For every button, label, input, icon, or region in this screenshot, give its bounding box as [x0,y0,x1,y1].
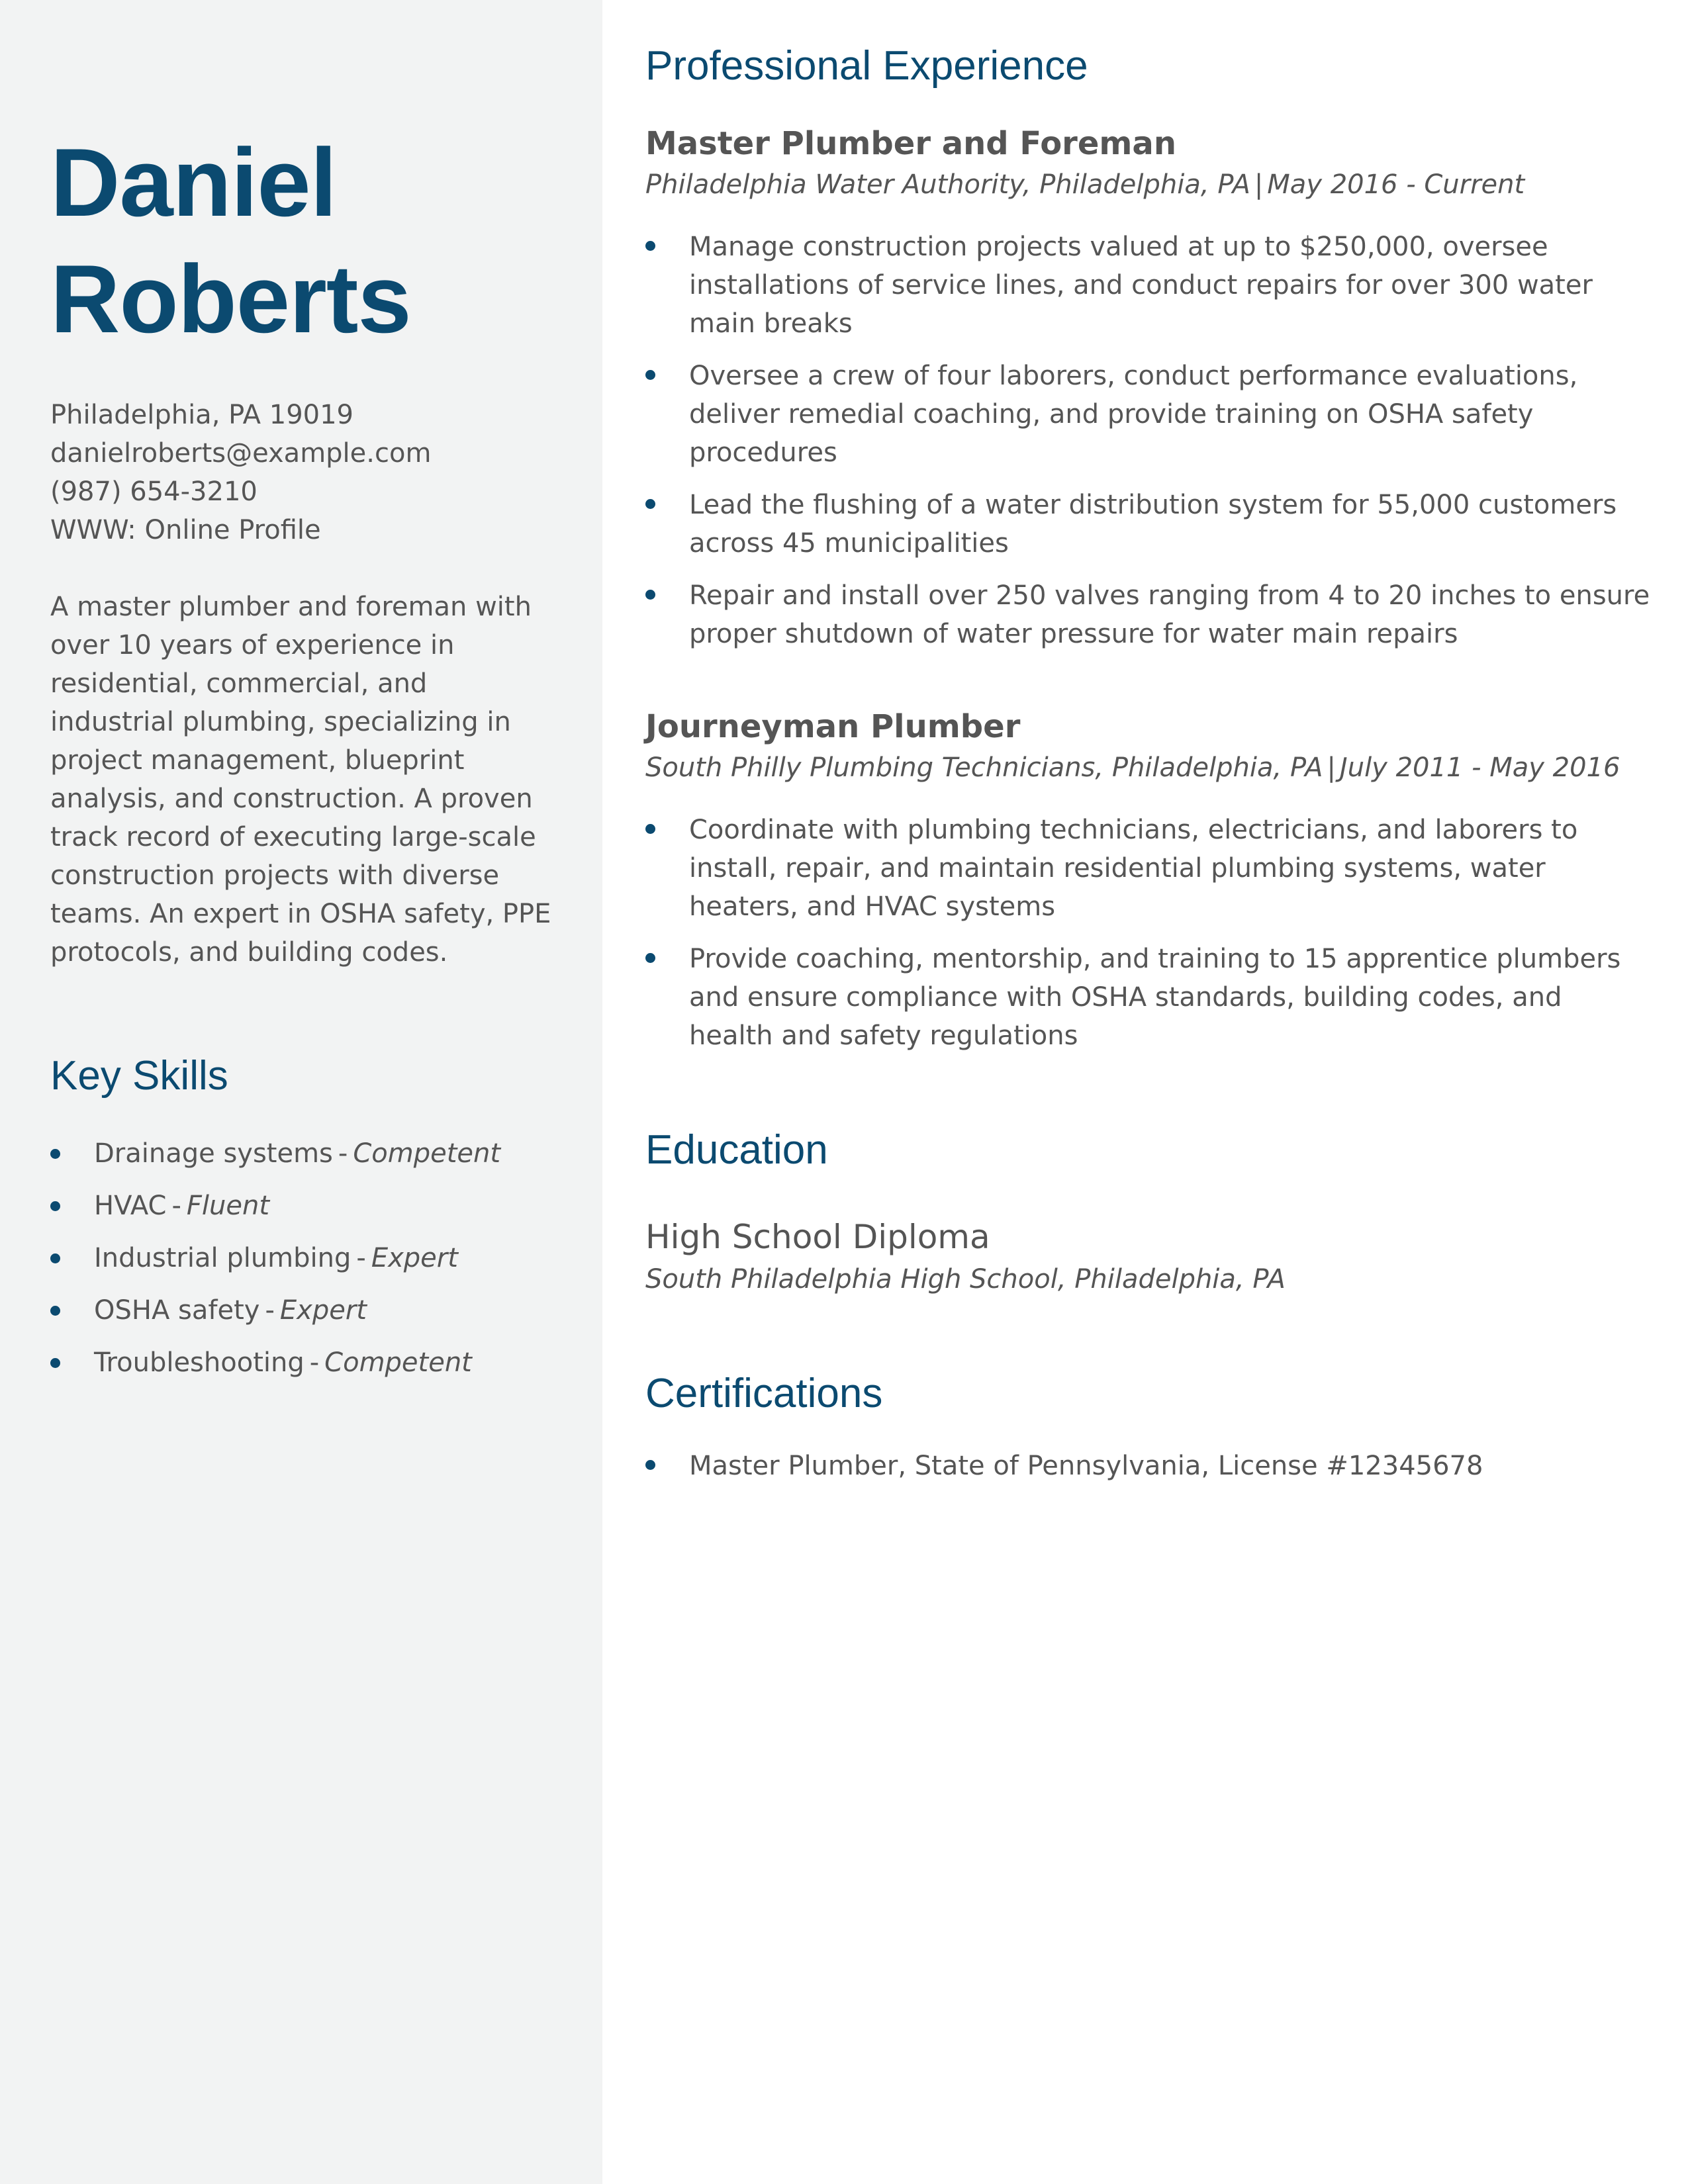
job-dates: May 2016 - Current [1267,169,1525,200]
job-bullet [645,357,1652,472]
contact-website[interactable]: WWW: Online Profile [50,515,321,545]
job-bullet [645,811,1652,926]
education-section [645,1121,1652,1298]
job-bullet [645,228,1652,343]
job-bullet [645,486,1652,563]
bullet-text: Manage construction projects valued at up to $250,000, oversee installations of service lines, and conduct repairs for over 300 water main breaks [689,232,1593,339]
professional-summary: A master plumber and foreman with over 10 years of experience in residential, commercial, and industrial plumbing, specializing in project management, blueprint analysis, and construction. A proven track record of executing large-scale construction projects with diverse teams. An expert in OSHA safety, PPE protocols, and building codes. [50,592,551,968]
skill-item [50,1187,553,1225]
school: South Philadelphia High School, Philadelphia, PA [645,1264,1286,1295]
bullet-text: Coordinate with plumbing technicians, electricians, and laborers to install, repair, and maintain residential plumbing systems, water heaters, and HVAC systems [689,815,1578,922]
certifications-heading: Certifications [645,1371,883,1416]
key-skills-heading: Key Skills [50,1053,228,1099]
job-title: Master Plumber and Foreman [645,125,1176,162]
job-dates: July 2011 - May 2016 [1339,752,1620,783]
job-meta [645,165,1652,204]
skill-name: Industrial plumbing [94,1243,352,1273]
bullet-icon [645,590,655,600]
job-bullet [645,940,1652,1055]
bullet-text: Oversee a crew of four laborers, conduct performance evaluations, deliver remedial coaching, and provide training on OSHA safety procedures [689,361,1578,468]
bullet-icon [50,1149,60,1159]
bullet-icon [50,1358,60,1368]
skill-separator: - [265,1295,275,1326]
skill-item [50,1239,553,1277]
candidate-name [50,124,553,357]
job-company: Philadelphia Water Authority, Philadelphia, PA [645,169,1250,200]
skill-name: OSHA safety [94,1295,260,1326]
education-heading: Education [645,1127,828,1173]
job-entry [645,705,1652,1055]
bullet-icon [50,1253,60,1263]
certifications-list [645,1447,1652,1485]
last-name: Roberts [50,245,411,353]
bullet-icon [645,1460,655,1470]
skill-item [50,1343,553,1382]
contact-phone[interactable]: (987) 654-3210 [50,477,258,507]
experience-section [645,37,1652,1055]
contact-info [50,396,553,549]
bullet-icon [645,824,655,834]
certifications-section [645,1365,1652,1485]
sidebar [0,0,602,2184]
bullet-icon [645,241,655,251]
certification-item [645,1447,1652,1485]
skill-level: Expert [371,1243,458,1273]
skill-name: HVAC [94,1191,167,1221]
skill-item [50,1291,553,1330]
bullet-icon [645,499,655,509]
skill-level: Competent [324,1347,472,1378]
job-bullet [645,576,1652,653]
bullet-text: Lead the flushing of a water distribution system for 55,000 customers across 45 municipalities [689,490,1617,559]
first-name: Daniel [50,128,337,236]
sidebar-content [50,124,553,1396]
degree: High School Diploma [645,1218,990,1256]
job-title: Journeyman Plumber [645,708,1021,745]
skill-separator: - [171,1191,181,1221]
skill-item [50,1134,553,1173]
skill-level: Fluent [186,1191,270,1221]
skill-name: Troubleshooting [94,1347,305,1378]
skills-list [50,1134,553,1382]
main-content [645,37,1652,1499]
bullet-text: Provide coaching, mentorship, and training to 15 apprentice plumbers and ensure compliance with OSHA standards, building codes, and health and safety regulations [689,944,1621,1051]
certification-text: Master Plumber, State of Pennsylvania, License #12345678 [689,1451,1483,1481]
job-company: South Philly Plumbing Technicians, Philadelphia, PA [645,752,1323,783]
experience-heading: Professional Experience [645,43,1088,89]
contact-location: Philadelphia, PA 19019 [50,400,354,430]
bullet-text: Repair and install over 250 valves ranging from 4 to 20 inches to ensure proper shutdown of water pressure for water main repairs [689,580,1650,649]
bullet-icon [50,1201,60,1211]
skill-separator: - [338,1138,348,1169]
meta-divider: | [1254,169,1264,200]
job-bullets [645,228,1652,653]
job-entry [645,122,1652,653]
bullet-icon [50,1306,60,1316]
skill-level: Competent [353,1138,501,1169]
contact-email[interactable]: danielroberts@example.com [50,438,432,469]
skill-separator: - [356,1243,366,1273]
job-bullets [645,811,1652,1055]
meta-divider: | [1327,752,1336,783]
bullet-icon [645,370,655,380]
skill-separator: - [309,1347,320,1378]
bullet-icon [645,953,655,963]
job-meta [645,749,1652,787]
skill-level: Expert [279,1295,367,1326]
skill-name: Drainage systems [94,1138,333,1169]
